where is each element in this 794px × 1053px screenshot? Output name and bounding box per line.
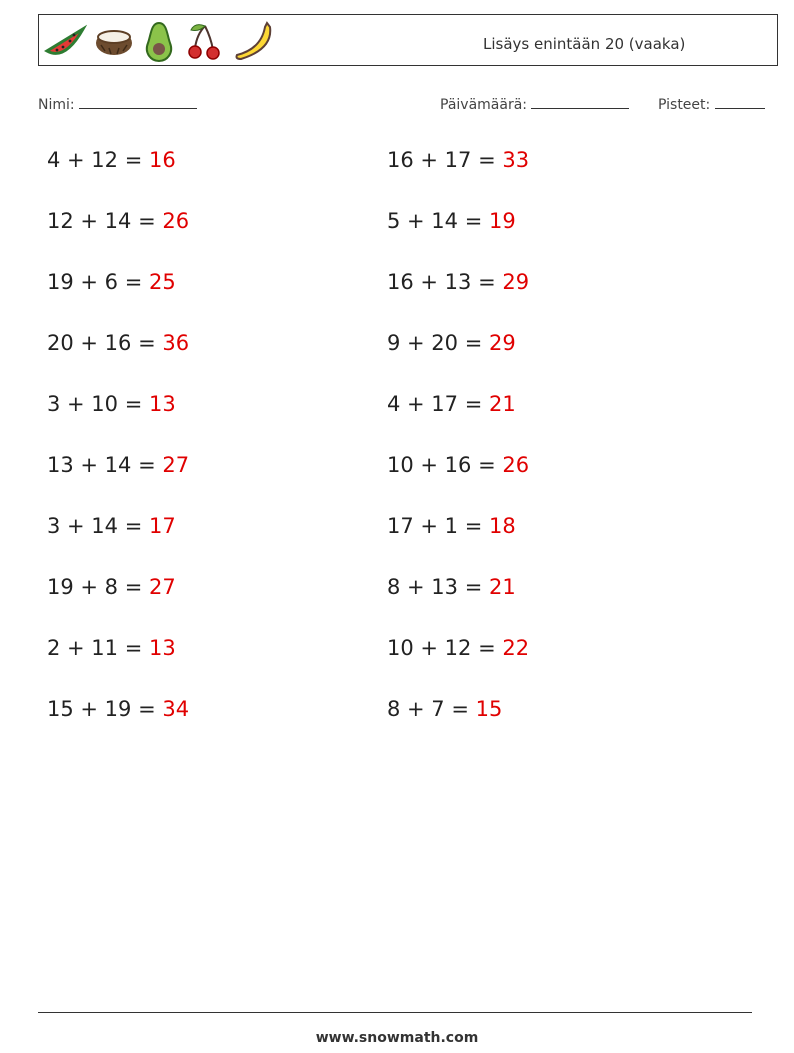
problem-item <box>387 453 529 477</box>
problem-item <box>387 209 516 233</box>
name-field[interactable] <box>38 94 197 113</box>
problem-question: 13 + 14 = <box>47 453 163 477</box>
problem-item <box>387 148 529 172</box>
problem-question: 16 + 13 = <box>387 270 503 294</box>
problem-question: 16 + 17 = <box>387 148 503 172</box>
problem-question: 10 + 12 = <box>387 636 503 660</box>
problem-question: 15 + 19 = <box>47 697 163 721</box>
problem-item <box>47 636 176 660</box>
cherry-icon <box>183 20 225 62</box>
problem-item <box>387 392 516 416</box>
problem-question: 19 + 6 = <box>47 270 149 294</box>
footer-rule <box>38 1012 752 1013</box>
problem-answer: 25 <box>148 270 176 294</box>
problem-answer: 26 <box>502 453 530 477</box>
avocado-icon <box>141 19 177 63</box>
problem-item <box>47 575 176 599</box>
problem-question: 19 + 8 = <box>47 575 149 599</box>
problem-answer: 33 <box>502 148 530 172</box>
problem-item <box>47 331 189 355</box>
problem-question: 8 + 13 = <box>387 575 489 599</box>
problem-answer: 13 <box>148 392 176 416</box>
problem-question: 9 + 20 = <box>387 331 489 355</box>
problem-question: 4 + 12 = <box>47 148 149 172</box>
watermelon-icon <box>43 21 87 61</box>
problem-question: 5 + 14 = <box>387 209 489 233</box>
problem-answer: 27 <box>162 453 190 477</box>
problem-item <box>387 575 516 599</box>
coconut-icon <box>93 21 135 61</box>
problem-answer: 27 <box>148 575 176 599</box>
problem-question: 20 + 16 = <box>47 331 163 355</box>
banana-icon <box>231 19 275 63</box>
problem-answer: 34 <box>162 697 190 721</box>
problem-answer: 17 <box>148 514 176 538</box>
problem-item <box>387 270 529 294</box>
name-label: Nimi: <box>38 97 75 113</box>
problem-item <box>47 514 176 538</box>
problem-answer: 29 <box>502 270 530 294</box>
problem-item <box>387 331 516 355</box>
problem-item <box>47 209 189 233</box>
problem-answer: 26 <box>162 209 190 233</box>
problem-item <box>47 270 176 294</box>
footer-url: www.snowmath.com <box>315 1030 479 1046</box>
problem-answer: 22 <box>502 636 530 660</box>
date-field[interactable] <box>440 94 629 113</box>
problem-question: 3 + 14 = <box>47 514 149 538</box>
problem-item <box>387 697 502 721</box>
fruit-icons <box>43 19 275 63</box>
problem-answer: 18 <box>488 514 516 538</box>
problem-question: 8 + 7 = <box>387 697 476 721</box>
score-label: Pisteet: <box>658 97 711 113</box>
problem-answer: 13 <box>148 636 176 660</box>
problem-item <box>47 392 176 416</box>
date-label: Päivämäärä: <box>440 97 527 113</box>
problem-item <box>387 636 529 660</box>
score-line[interactable] <box>715 94 765 109</box>
problem-answer: 21 <box>488 392 516 416</box>
problem-item <box>47 453 189 477</box>
problem-answer: 29 <box>488 331 516 355</box>
problem-question: 17 + 1 = <box>387 514 489 538</box>
problem-item <box>47 697 189 721</box>
problem-question: 2 + 11 = <box>47 636 149 660</box>
name-line[interactable] <box>79 94 197 109</box>
problem-answer: 21 <box>488 575 516 599</box>
score-field[interactable] <box>658 94 765 113</box>
problem-question: 12 + 14 = <box>47 209 163 233</box>
problem-item <box>47 148 176 172</box>
problem-answer: 15 <box>475 697 503 721</box>
problem-question: 3 + 10 = <box>47 392 149 416</box>
worksheet-title: Lisäys enintään 20 (vaaka) <box>483 35 686 53</box>
problem-answer: 19 <box>488 209 516 233</box>
problem-answer: 36 <box>162 331 190 355</box>
problem-item <box>387 514 516 538</box>
problem-question: 10 + 16 = <box>387 453 503 477</box>
problem-answer: 16 <box>148 148 176 172</box>
problem-question: 4 + 17 = <box>387 392 489 416</box>
date-line[interactable] <box>531 94 629 109</box>
